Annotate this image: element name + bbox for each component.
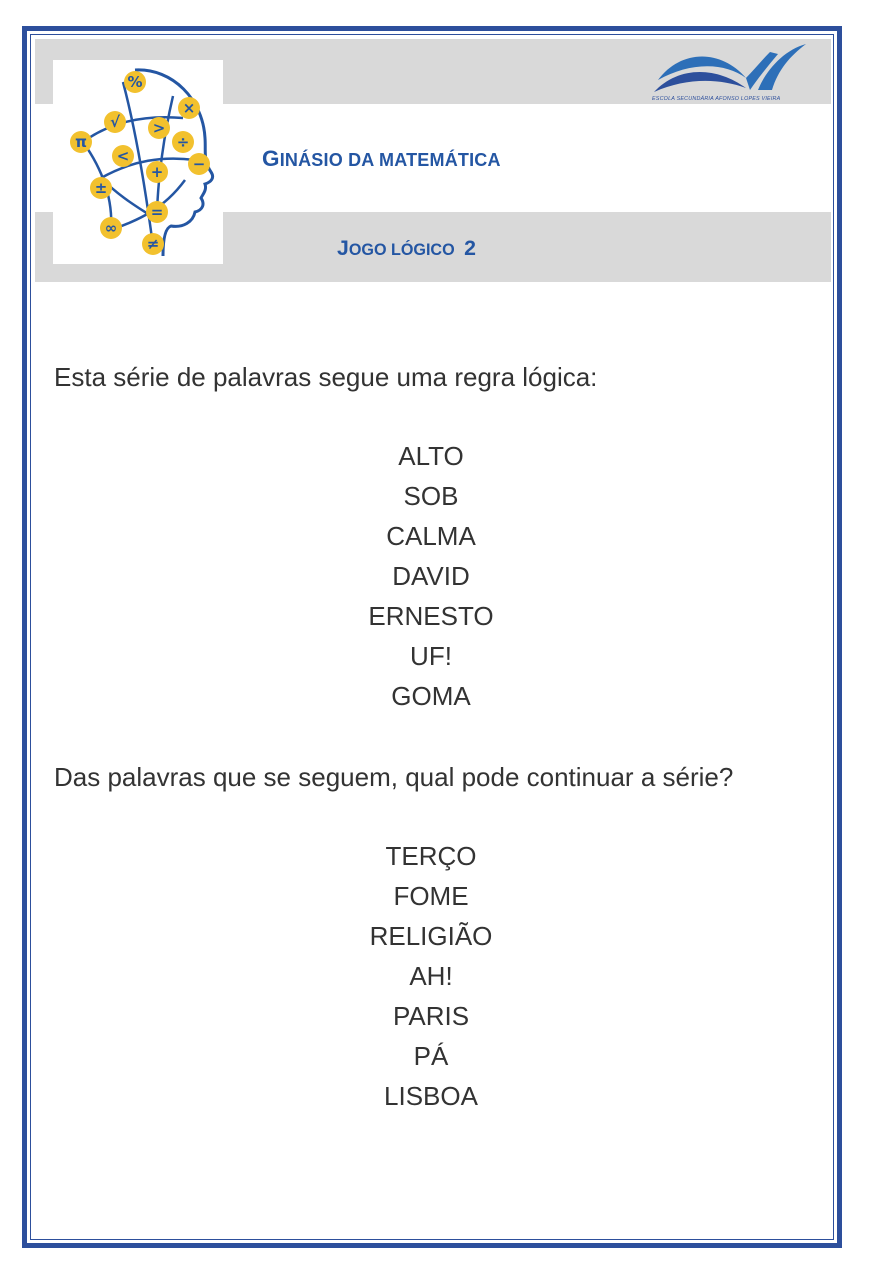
answer-option: AH! bbox=[409, 961, 453, 991]
svg-text:×: × bbox=[182, 99, 196, 117]
sqrt-symbol-icon bbox=[104, 111, 126, 133]
not-equal-symbol-icon bbox=[142, 233, 164, 255]
svg-text:<: < bbox=[116, 147, 130, 165]
answer-option: FOME bbox=[393, 881, 469, 911]
answer-option: RELIGIÃO bbox=[369, 921, 493, 951]
percent-symbol-icon bbox=[124, 71, 146, 93]
less-than-symbol-icon bbox=[112, 145, 134, 167]
series-word: UF! bbox=[410, 641, 452, 671]
svg-text:√: √ bbox=[109, 113, 121, 131]
svg-text:π: π bbox=[75, 133, 87, 151]
answer-options-list bbox=[231, 836, 631, 1116]
times-symbol-icon bbox=[178, 97, 200, 119]
svg-text:%: % bbox=[127, 73, 143, 91]
svg-text:±: ± bbox=[94, 179, 108, 197]
greater-than-symbol-icon bbox=[148, 117, 170, 139]
plus-symbol-icon bbox=[146, 161, 168, 183]
series-word: ERNESTO bbox=[368, 601, 494, 631]
infinity-symbol-icon bbox=[100, 217, 122, 239]
page-subtitle: JOGO LÓGICO 2 bbox=[337, 236, 476, 260]
math-gym-logo bbox=[53, 60, 223, 264]
minus-symbol-icon bbox=[188, 153, 210, 175]
svg-text:=: = bbox=[150, 203, 164, 221]
svg-text:÷: ÷ bbox=[176, 133, 190, 151]
svg-text:≠: ≠ bbox=[146, 235, 160, 253]
intro-text: Esta série de palavras segue uma regra lógica: bbox=[54, 362, 598, 392]
equals-symbol-icon bbox=[146, 201, 168, 223]
answer-option: PÁ bbox=[413, 1041, 449, 1071]
game-number: 2 bbox=[464, 236, 476, 260]
question-text: Das palavras que se seguem, qual pode continuar a série? bbox=[54, 762, 734, 792]
answer-option: PARIS bbox=[392, 1001, 470, 1031]
svg-text:−: − bbox=[192, 155, 206, 173]
plus-minus-symbol-icon bbox=[90, 177, 112, 199]
answer-option: TERÇO bbox=[385, 841, 477, 871]
series-word: CALMA bbox=[386, 521, 476, 551]
svg-text:+: + bbox=[150, 163, 164, 181]
answer-option: LISBOA bbox=[384, 1081, 478, 1111]
series-word: GOMA bbox=[391, 681, 471, 711]
word-series-list bbox=[231, 436, 631, 716]
pi-symbol-icon bbox=[70, 131, 92, 153]
school-name-text: ESCOLA SECUNDÁRIA AFONSO LOPES VIEIRA bbox=[652, 96, 781, 102]
svg-text:>: > bbox=[152, 119, 166, 137]
series-word: ALTO bbox=[398, 441, 464, 471]
divide-symbol-icon bbox=[172, 131, 194, 153]
school-logo bbox=[650, 40, 810, 108]
page-title: GINÁSIO DA MATEMÁTICA bbox=[262, 146, 501, 171]
svg-text:∞: ∞ bbox=[104, 219, 118, 237]
series-word: SOB bbox=[403, 481, 459, 511]
series-word: DAVID bbox=[392, 561, 470, 591]
